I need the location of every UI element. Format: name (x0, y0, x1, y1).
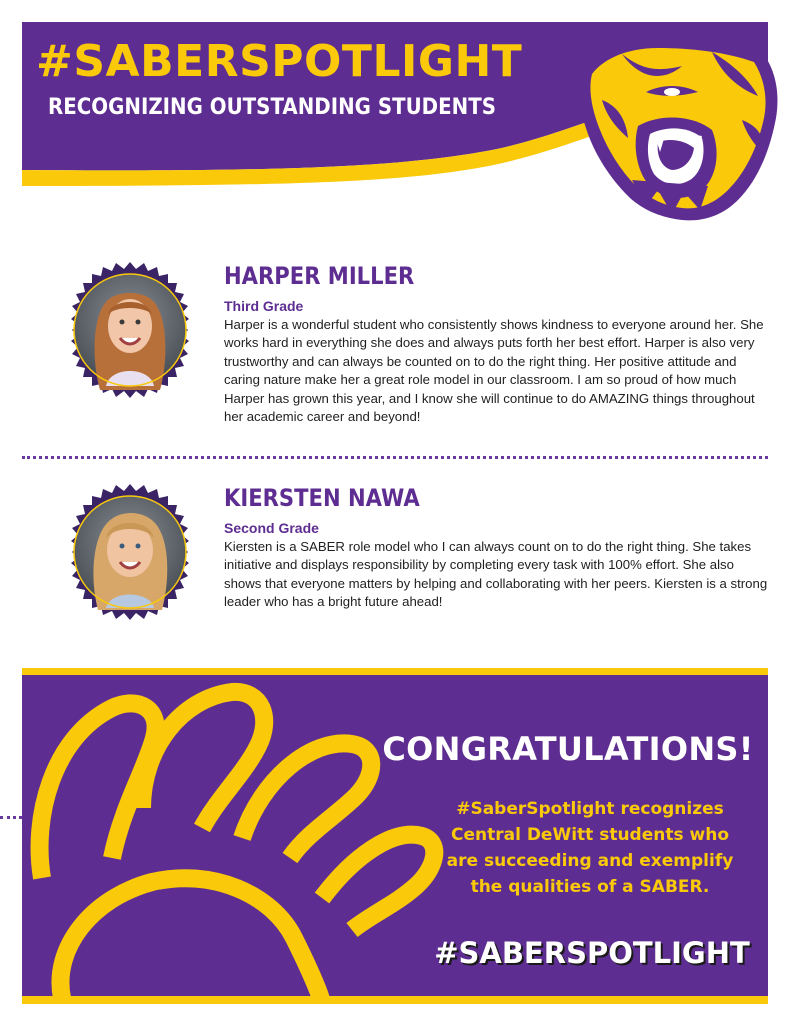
student-name: KIERSTEN NAWA (224, 484, 420, 512)
student-bio: Harper is a wonderful student who consistently shows kindness to everyone around her. She works hard in everything she does and always puts forth her best effort. Harper is also very trustworthy and can always be counted on to do the right thing. Her positive attitude and caring nature make her a great role model in our classroom. I am so proud of how much Harper has grown this year, and I know she will continue to do AMAZING things throughout her academic career and beyond! (224, 317, 764, 425)
congratulations-banner (22, 668, 768, 1004)
student-grade: Third Grade (224, 298, 304, 314)
header-title: #SABERSPOTLIGHT (36, 36, 523, 87)
student-photo (62, 262, 198, 398)
student-photo (62, 484, 198, 620)
spotlight-message: #SaberSpotlight recognizes Central DeWitt students who are succeeding and exemplify the qualities of a SABER. (446, 799, 734, 897)
student-name: HARPER MILLER (224, 262, 415, 290)
edge-divider (0, 816, 22, 819)
footer-hashtag: #SABERSPOTLIGHT (434, 936, 750, 970)
congratulations-heading: CONGRATULATIONS! (382, 730, 754, 768)
student-grade: Second Grade (224, 520, 319, 536)
tiger-mascot-icon (562, 30, 784, 226)
student-bio: Kiersten is a SABER role model who I can always count on to do the right thing. She takes initiative and displays responsibility by completing every task with 100% effort. She also shows that everyone matters by helping and collaborating with her peers. Kiersten is a strong leader who has a bright future ahead! (224, 539, 768, 610)
header-banner (22, 22, 768, 188)
header-subtitle: RECOGNIZING OUTSTANDING STUDENTS (48, 95, 496, 120)
section-divider (22, 456, 768, 459)
